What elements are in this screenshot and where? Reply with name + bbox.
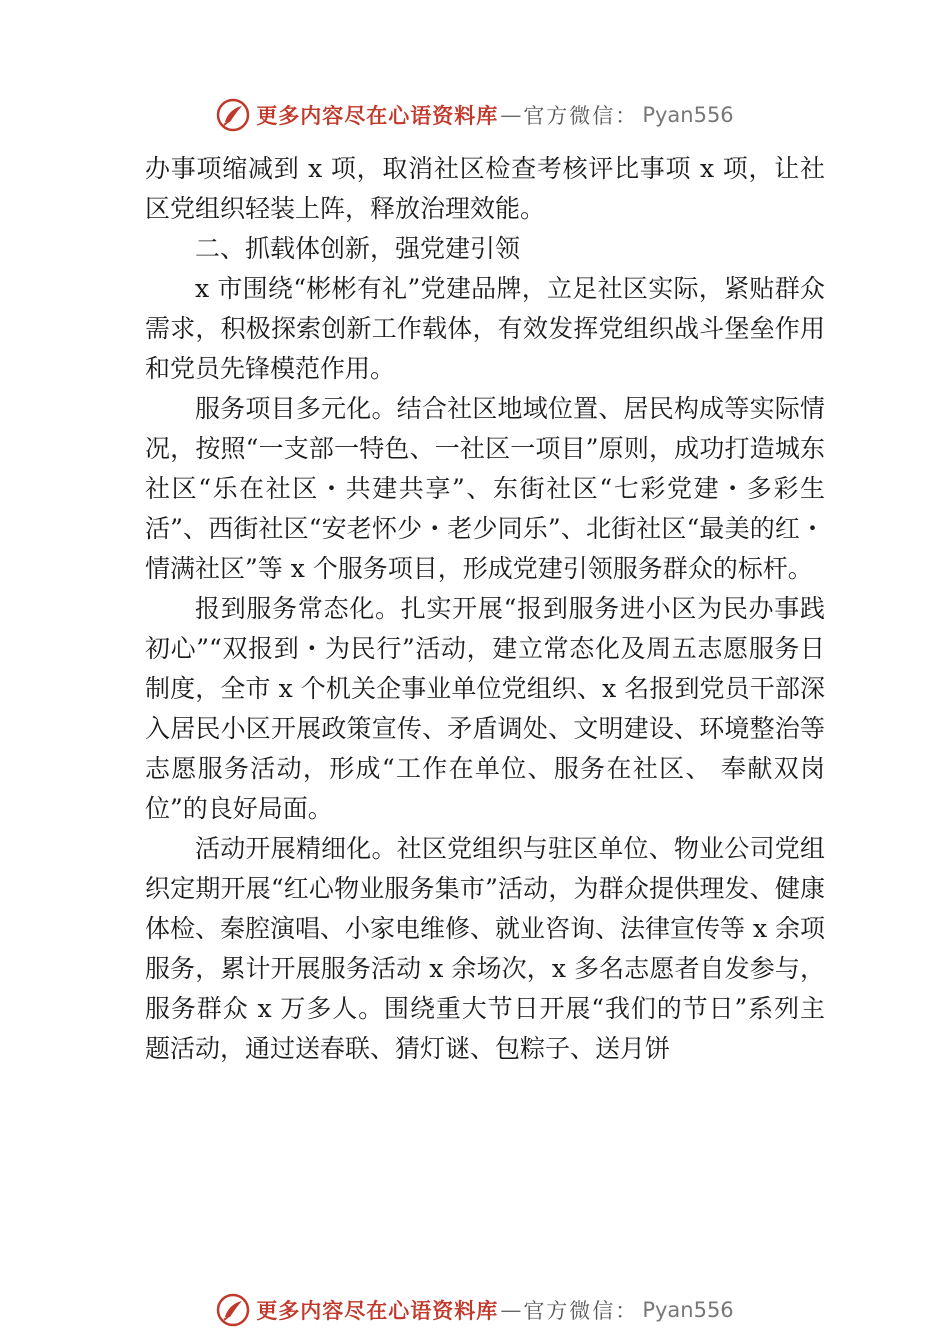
- paragraph: 活动开展精细化。社区党组织与驻区单位、物业公司党组织定期开展“红心物业服务集市”活动，为群众提供理发、健康体检、秦腔演唱、小家电维修、就业咨询、法律宣传等 x 余项服务，累计开展服务活动 x 余场次，x 多名志愿者自发参与，服务群众 x 万多人。围绕重大节日开展“我们的节日”系列主题活动，通过送春联、猜灯谜、包粽子、送月饼: [145, 834, 825, 1063]
- paragraph: x 市围绕“彬彬有礼”党建品牌，立足社区实际，紧贴群众需求，积极探索创新工作载体，有效发挥党组织战斗堡垒作用和党员先锋模范作用。: [145, 274, 825, 383]
- brand-logo-icon: [216, 98, 250, 132]
- watermark-site-text: 更多内容尽在心语资料库: [256, 103, 499, 128]
- watermark-site-text: 更多内容尽在心语资料库: [256, 1298, 499, 1323]
- paragraph: 报到服务常态化。扎实开展“报到服务进小区为民办事践初心”“双报到・为民行”活动，建立常态化及周五志愿服务日制度，全市 x 个机关企事业单位党组织、x 名报到党员干部深入居民小区开展政策宣传、矛盾调处、文明建设、环境整治等志愿服务活动，形成“工作在单位、服务在社区、 奉献双岗位”的良好局面。: [145, 594, 825, 823]
- header-watermark: [0, 95, 950, 135]
- paragraph-continued: 办事项缩减到 x 项，取消社区检查考核评比事项 x 项，让社区党组织轻装上阵，释放治理效能。: [145, 154, 825, 223]
- paragraph: 服务项目多元化。结合社区地域位置、居民构成等实际情况，按照“一支部一特色、一社区一项目”原则，成功打造城东社区“乐在社区・共建共享”、东街社区“七彩党建・多彩生活”、西街社区“安老怀少・老少同乐”、北街社区“最美的红・情满社区”等 x 个服务项目，形成党建引领服务群众的标杆。: [145, 394, 825, 583]
- document-body: [145, 149, 825, 1069]
- watermark-wechat-id: Pyan556: [642, 103, 734, 127]
- watermark-wechat-id: Pyan556: [642, 1298, 734, 1322]
- watermark-wechat-label: 官方微信：: [523, 104, 639, 128]
- brand-logo-icon: [216, 1293, 250, 1327]
- watermark-wechat-label: 官方微信：: [523, 1299, 639, 1323]
- watermark-dash: —: [500, 1298, 522, 1322]
- section-heading: 二、抓载体创新，强党建引领: [195, 234, 521, 263]
- footer-watermark: [0, 1290, 950, 1330]
- watermark-dash: —: [500, 103, 522, 127]
